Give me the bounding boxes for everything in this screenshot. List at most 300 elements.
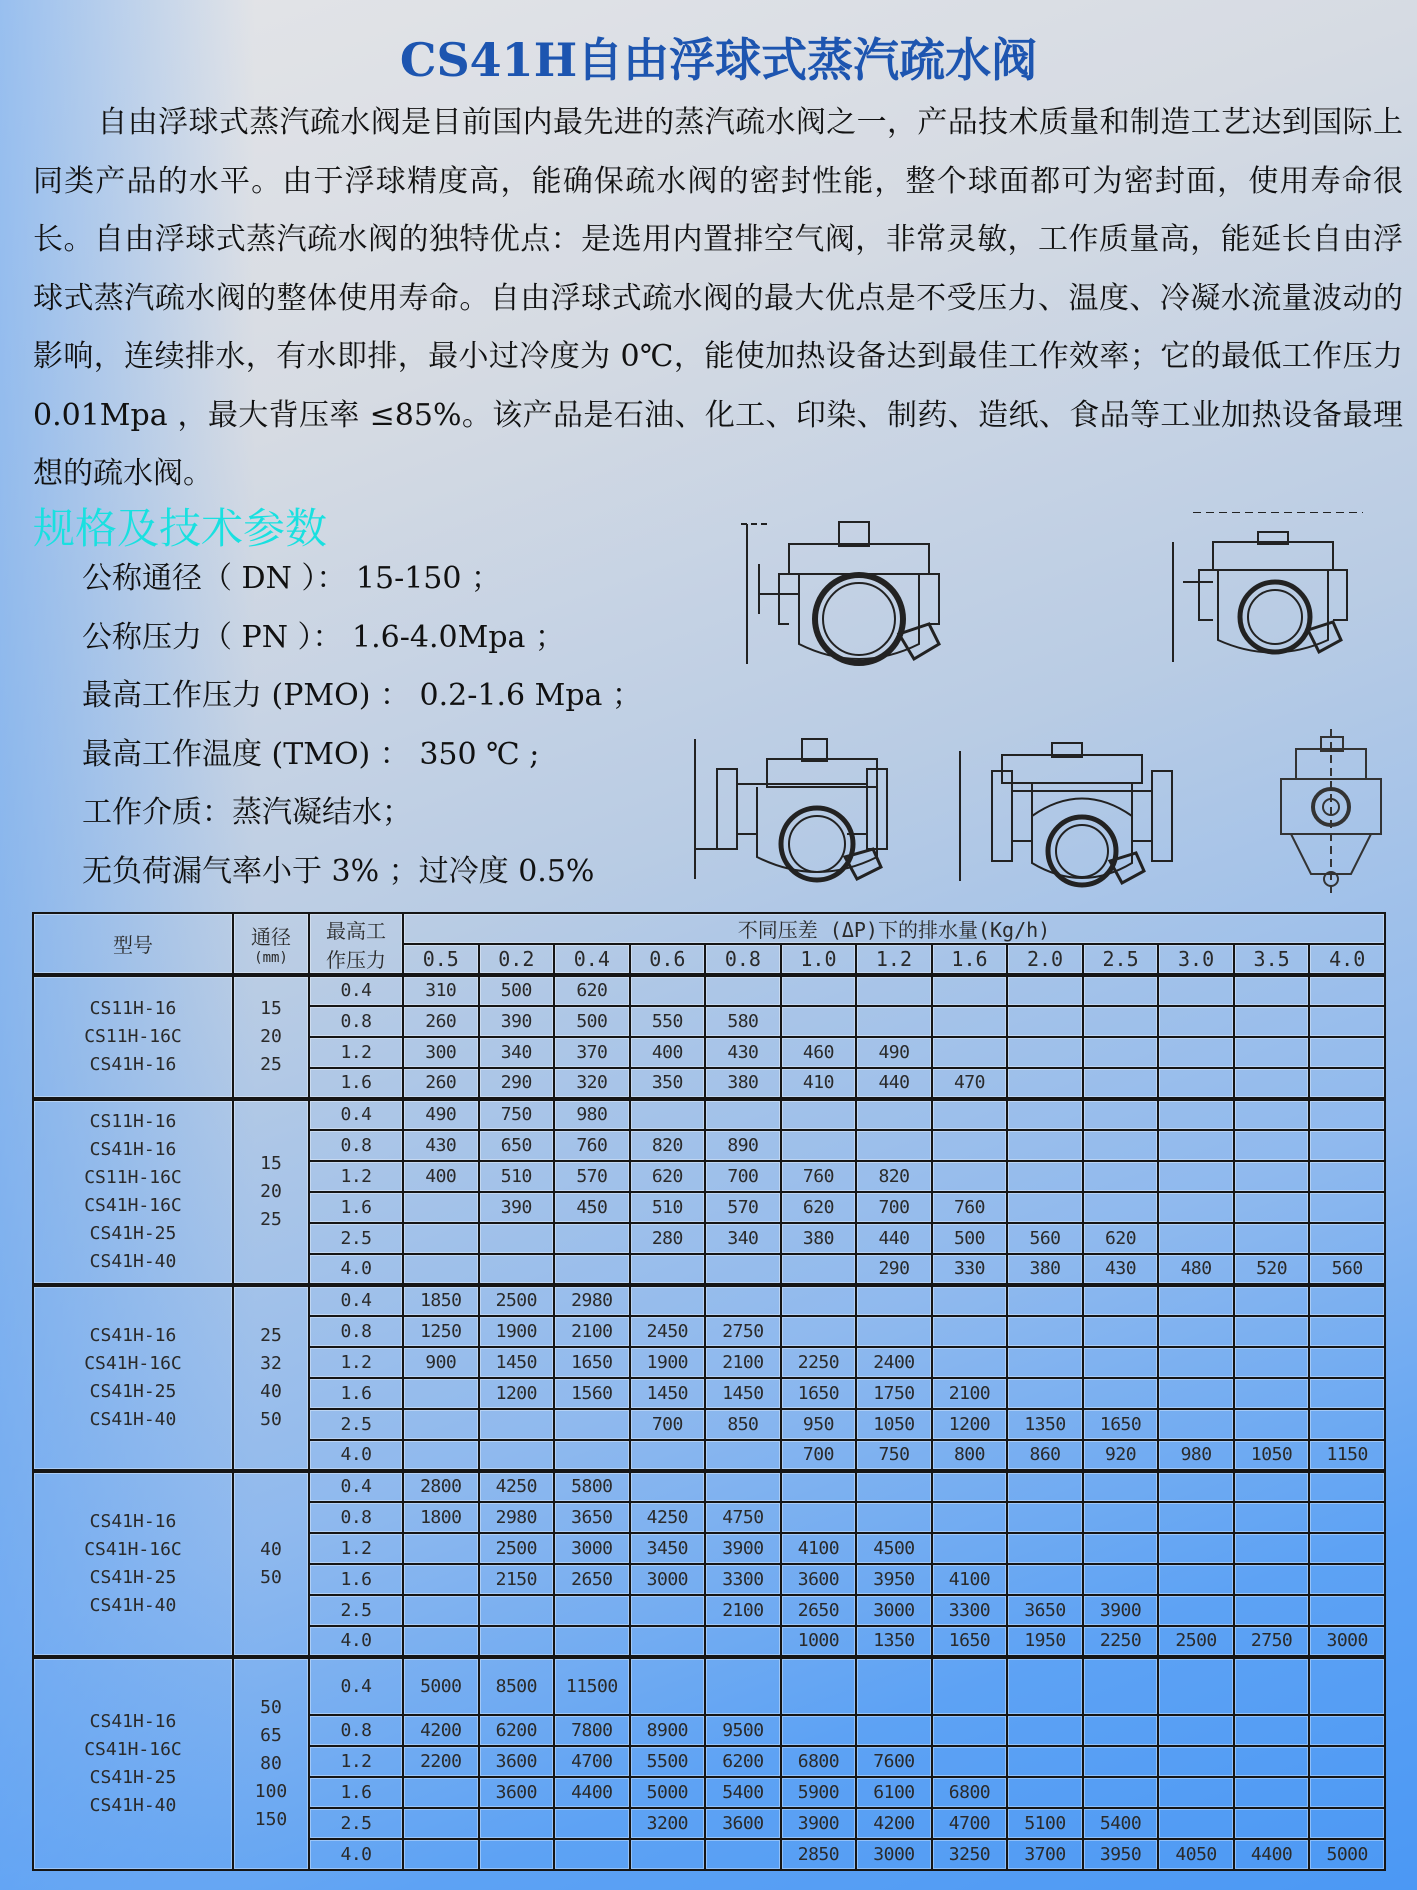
pmo-cell: 0.4: [309, 1285, 403, 1316]
capacity-cell: [1158, 1533, 1234, 1564]
capacity-cell: 1200: [932, 1409, 1008, 1440]
capacity-cell: [1234, 1409, 1310, 1440]
capacity-cell: [856, 1285, 932, 1316]
model-name: CS41H-16C: [84, 1739, 182, 1760]
capacity-cell: 2750: [705, 1316, 781, 1347]
capacity-cell: [554, 1595, 630, 1626]
capacity-cell: 400: [630, 1037, 706, 1068]
capacity-cell: [403, 1192, 479, 1223]
pmo-cell: 1.2: [309, 1533, 403, 1564]
capacity-cell: [1234, 1715, 1310, 1746]
pmo-cell: 4.0: [309, 1839, 403, 1870]
capacity-cell: 950: [781, 1409, 857, 1440]
capacity-cell: 510: [479, 1161, 555, 1192]
capacity-cell: 400: [403, 1161, 479, 1192]
capacity-cell: 4500: [856, 1533, 932, 1564]
capacity-cell: 4100: [932, 1564, 1008, 1595]
capacity-cell: [1234, 1099, 1310, 1130]
capacity-cell: [856, 1502, 932, 1533]
dn-value: 80: [260, 1753, 282, 1774]
capacity-cell: 5900: [781, 1777, 857, 1808]
capacity-cell: [932, 1471, 1008, 1502]
capacity-cell: 4700: [554, 1746, 630, 1777]
model-name: CS41H-40: [89, 1595, 177, 1616]
capacity-cell: 1050: [856, 1409, 932, 1440]
capacity-cell: [1234, 1285, 1310, 1316]
capacity-cell: 3250: [932, 1839, 1008, 1870]
capacity-cell: [1007, 1347, 1083, 1378]
table-row: [33, 1657, 1385, 1715]
capacity-cell: 380: [781, 1223, 857, 1254]
capacity-cell: [1007, 1657, 1083, 1715]
capacity-cell: [856, 1715, 932, 1746]
capacity-cell: 4400: [554, 1777, 630, 1808]
capacity-cell: 7600: [856, 1746, 932, 1777]
capacity-cell: 700: [781, 1440, 857, 1471]
capacity-cell: [1083, 1192, 1159, 1223]
capacity-cell: [1309, 1595, 1385, 1626]
capacity-cell: [403, 1409, 479, 1440]
capacity-cell: 2100: [932, 1378, 1008, 1409]
capacity-cell: [705, 1471, 781, 1502]
model-name: CS41H-16: [89, 1325, 177, 1346]
pmo-cell: 2.5: [309, 1808, 403, 1839]
capacity-cell: 290: [856, 1254, 932, 1285]
table-row: [33, 975, 1385, 1006]
capacity-cell: [705, 1839, 781, 1870]
capacity-cell: 750: [479, 1099, 555, 1130]
capacity-cell: 860: [1007, 1440, 1083, 1471]
pmo-cell: 1.6: [309, 1068, 403, 1099]
capacity-cell: [1309, 1746, 1385, 1777]
capacity-cell: [403, 1564, 479, 1595]
capacity-cell: [856, 1316, 932, 1347]
capacity-cell: 1950: [1007, 1626, 1083, 1657]
header-pmo-line1: 最高工: [326, 918, 386, 943]
capacity-cell: 3600: [705, 1808, 781, 1839]
capacity-cell: [554, 1839, 630, 1870]
capacity-cell: [932, 1502, 1008, 1533]
model-name: CS41H-16: [89, 1054, 177, 1075]
capacity-cell: [1083, 1037, 1159, 1068]
header-dp-2: 0.4: [554, 944, 630, 975]
capacity-cell: [856, 1130, 932, 1161]
header-dp: 不同压差 (ΔP)下的排水量(Kg/h): [403, 913, 1385, 944]
header-dn: [233, 913, 309, 975]
capacity-cell: [1234, 1502, 1310, 1533]
capacity-cell: [1083, 1068, 1159, 1099]
model-name: CS11H-16C: [84, 1026, 182, 1047]
capacity-cell: 850: [705, 1409, 781, 1440]
capacity-cell: [479, 1440, 555, 1471]
capacity-cell: [1158, 1099, 1234, 1130]
capacity-cell: 260: [403, 1006, 479, 1037]
capacity-cell: 470: [932, 1068, 1008, 1099]
capacity-cell: [1158, 1502, 1234, 1533]
capacity-cell: [1158, 1347, 1234, 1378]
capacity-cell: 4050: [1158, 1839, 1234, 1870]
capacity-cell: 6800: [781, 1746, 857, 1777]
capacity-cell: 700: [630, 1409, 706, 1440]
capacity-cell: [705, 1254, 781, 1285]
capacity-cell: [1309, 1037, 1385, 1068]
capacity-cell: 11500: [554, 1657, 630, 1715]
capacity-cell: [1158, 1037, 1234, 1068]
capacity-cell: 310: [403, 975, 479, 1006]
header-dp-5: 1.0: [781, 944, 857, 975]
model-name: CS41H-40: [89, 1251, 177, 1272]
spec-pmo: 最高工作压力 (PMO) ： 0.2-1.6 Mpa ；: [82, 678, 642, 713]
capacity-cell: [479, 1839, 555, 1870]
capacity-cell: [479, 1254, 555, 1285]
capacity-cell: [1007, 1564, 1083, 1595]
capacity-cell: 1450: [479, 1347, 555, 1378]
model-cell: [33, 1471, 233, 1657]
capacity-cell: 570: [705, 1192, 781, 1223]
capacity-cell: [1309, 1161, 1385, 1192]
capacity-cell: [554, 1440, 630, 1471]
capacity-cell: 4100: [781, 1533, 857, 1564]
dn-cell: [233, 975, 309, 1099]
capacity-cell: 3650: [1007, 1595, 1083, 1626]
capacity-cell: 3900: [1083, 1595, 1159, 1626]
capacity-cell: [1083, 1746, 1159, 1777]
valve-drawing-4: [952, 741, 1194, 899]
capacity-cell: [1309, 1502, 1385, 1533]
capacity-cell: 440: [856, 1223, 932, 1254]
capacity-cell: [1007, 1316, 1083, 1347]
valve-drawing-5: [1271, 729, 1393, 899]
capacity-cell: 4250: [479, 1471, 555, 1502]
capacity-cell: 2150: [479, 1564, 555, 1595]
capacity-cell: [1083, 1533, 1159, 1564]
capacity-cell: [781, 1130, 857, 1161]
capacity-cell: [1007, 1378, 1083, 1409]
pmo-cell: 4.0: [309, 1440, 403, 1471]
capacity-cell: 450: [554, 1192, 630, 1223]
dn-value: 65: [260, 1725, 282, 1746]
capacity-cell: [1309, 1006, 1385, 1037]
capacity-cell: [705, 1657, 781, 1715]
capacity-cell: 1560: [554, 1378, 630, 1409]
capacity-cell: [1083, 1777, 1159, 1808]
capacity-cell: [630, 1099, 706, 1130]
capacity-cell: [932, 1316, 1008, 1347]
capacity-cell: [1158, 1777, 1234, 1808]
capacity-cell: [1158, 1223, 1234, 1254]
capacity-cell: [403, 1223, 479, 1254]
dn-cell: [233, 1657, 309, 1870]
header-dp-7: 1.6: [932, 944, 1008, 975]
capacity-cell: 2400: [856, 1347, 932, 1378]
capacity-cell: [1083, 975, 1159, 1006]
capacity-cell: 1450: [705, 1378, 781, 1409]
capacity-cell: [705, 1285, 781, 1316]
header-dp-0: 0.5: [403, 944, 479, 975]
capacity-cell: 1650: [554, 1347, 630, 1378]
pmo-cell: 0.4: [309, 1099, 403, 1130]
capacity-cell: [1234, 1657, 1310, 1715]
capacity-cell: [1234, 1130, 1310, 1161]
pmo-cell: 0.8: [309, 1502, 403, 1533]
capacity-cell: [1309, 1347, 1385, 1378]
capacity-cell: 2100: [705, 1595, 781, 1626]
header-dp-3: 0.6: [630, 944, 706, 975]
capacity-cell: 5500: [630, 1746, 706, 1777]
capacity-cell: 3900: [705, 1533, 781, 1564]
dn-value: 50: [260, 1697, 282, 1718]
capacity-cell: [403, 1378, 479, 1409]
capacity-cell: 9500: [705, 1715, 781, 1746]
capacity-cell: 1900: [479, 1316, 555, 1347]
capacity-cell: 3000: [856, 1595, 932, 1626]
model-name: CS41H-25: [89, 1567, 177, 1588]
model-name: CS41H-40: [89, 1795, 177, 1816]
capacity-cell: [403, 1440, 479, 1471]
intro-text: 自由浮球式蒸汽疏水阀是目前国内最先进的蒸汽疏水阀之一，产品技术质量和制造工艺达到国际上同类产品的水平。由于浮球精度高，能确保疏水阀的密封性能，整个球面都可为密封面，使用寿命很长。自由浮球式蒸汽疏水阀的独特优点：是选用内置排空气阀，非常灵敏，工作质量高，能延长自由浮球式蒸汽疏水阀的整体使用寿命。自由浮球式疏水阀的最大优点是不受压力、温度、冷凝水流量波动的影响，连续排水，有水即排，最小过冷度为 0℃，能使加热设备达到最佳工作效率；它的最低工作压力 0.01Mpa ，最大背压率 ≤85%。该产品是石油、化工、印染、制药、造纸、食品等工业加热设备最理想的疏水阀。: [33, 105, 1403, 491]
capacity-cell: 1350: [1007, 1409, 1083, 1440]
spec-leak: 无负荷漏气率小于 3% ；过冷度 0.5%: [82, 853, 595, 889]
capacity-cell: [1083, 1285, 1159, 1316]
capacity-cell: 4250: [630, 1502, 706, 1533]
capacity-cell: 2850: [781, 1839, 857, 1870]
capacity-cell: 300: [403, 1037, 479, 1068]
capacity-cell: 3450: [630, 1533, 706, 1564]
capacity-cell: [1234, 1068, 1310, 1099]
capacity-cell: [403, 1533, 479, 1564]
capacity-cell: [630, 1471, 706, 1502]
capacity-cell: 760: [932, 1192, 1008, 1223]
capacity-cell: [1007, 1068, 1083, 1099]
pmo-cell: 1.2: [309, 1037, 403, 1068]
capacity-cell: 700: [705, 1161, 781, 1192]
capacity-cell: [856, 975, 932, 1006]
capacity-cell: 750: [856, 1440, 932, 1471]
capacity-cell: 2500: [1158, 1626, 1234, 1657]
capacity-cell: [1007, 1130, 1083, 1161]
dn-value: 40: [260, 1381, 282, 1402]
capacity-cell: [1007, 1192, 1083, 1223]
capacity-cell: 4750: [705, 1502, 781, 1533]
capacity-cell: 2650: [781, 1595, 857, 1626]
capacity-cell: [479, 1595, 555, 1626]
capacity-cell: [403, 1254, 479, 1285]
capacity-cell: 5000: [630, 1777, 706, 1808]
capacity-cell: 980: [1158, 1440, 1234, 1471]
dn-value: 32: [260, 1353, 282, 1374]
capacity-table: [32, 912, 1386, 1871]
model-name: CS41H-16: [89, 1711, 177, 1732]
capacity-cell: 430: [403, 1130, 479, 1161]
model-name: CS41H-25: [89, 1381, 177, 1402]
capacity-cell: 1650: [1083, 1409, 1159, 1440]
capacity-cell: 520: [1234, 1254, 1310, 1285]
capacity-cell: 3000: [1309, 1626, 1385, 1657]
capacity-cell: 5400: [1083, 1808, 1159, 1839]
model-name: CS41H-16C: [84, 1195, 182, 1216]
capacity-cell: 570: [554, 1161, 630, 1192]
capacity-cell: [1083, 1715, 1159, 1746]
capacity-cell: [1083, 1130, 1159, 1161]
capacity-cell: 500: [554, 1006, 630, 1037]
dn-value: 25: [260, 1054, 282, 1075]
dn-cell: [233, 1099, 309, 1285]
capacity-cell: 1150: [1309, 1440, 1385, 1471]
capacity-cell: [932, 1746, 1008, 1777]
capacity-cell: 1250: [403, 1316, 479, 1347]
capacity-cell: [1309, 1192, 1385, 1223]
capacity-cell: [781, 1715, 857, 1746]
capacity-cell: [630, 1595, 706, 1626]
pmo-cell: 1.2: [309, 1347, 403, 1378]
pmo-cell: 0.8: [309, 1316, 403, 1347]
capacity-cell: [1007, 1715, 1083, 1746]
model-name: CS11H-16: [89, 998, 177, 1019]
capacity-cell: [1234, 1595, 1310, 1626]
header-pmo: [309, 913, 403, 975]
capacity-cell: 2980: [554, 1285, 630, 1316]
capacity-cell: [630, 975, 706, 1006]
capacity-cell: 260: [403, 1068, 479, 1099]
capacity-cell: [1234, 1777, 1310, 1808]
model-cell: [33, 1657, 233, 1870]
capacity-cell: [1309, 1471, 1385, 1502]
capacity-cell: [1158, 1409, 1234, 1440]
capacity-cell: 280: [630, 1223, 706, 1254]
page-title: CS41H自由浮球式蒸汽疏水阀: [399, 33, 1038, 87]
capacity-cell: [1007, 1502, 1083, 1533]
capacity-cell: 4200: [856, 1808, 932, 1839]
capacity-cell: [1158, 1192, 1234, 1223]
pmo-cell: 1.2: [309, 1161, 403, 1192]
dn-value: 15: [260, 998, 282, 1019]
capacity-cell: 2100: [705, 1347, 781, 1378]
capacity-cell: 410: [781, 1068, 857, 1099]
header-pmo-line2: 作压力: [326, 947, 386, 972]
capacity-cell: [1309, 1715, 1385, 1746]
header-dn-label: 通径: [251, 925, 291, 949]
capacity-cell: [1158, 1471, 1234, 1502]
dn-value: 50: [260, 1567, 282, 1588]
capacity-cell: [1234, 1223, 1310, 1254]
model-cell: [33, 1099, 233, 1285]
dn-value: 100: [254, 1781, 288, 1802]
capacity-cell: 2800: [403, 1471, 479, 1502]
capacity-cell: 6200: [705, 1746, 781, 1777]
capacity-cell: [1234, 1192, 1310, 1223]
header-model: 型号: [33, 913, 233, 975]
model-name: CS11H-16: [89, 1111, 177, 1132]
capacity-cell: 1850: [403, 1285, 479, 1316]
pmo-cell: 1.6: [309, 1564, 403, 1595]
capacity-cell: [705, 1440, 781, 1471]
capacity-cell: [1234, 1347, 1310, 1378]
model-name: CS11H-16C: [84, 1167, 182, 1188]
capacity-cell: 1650: [781, 1378, 857, 1409]
capacity-cell: 760: [781, 1161, 857, 1192]
capacity-cell: 8900: [630, 1715, 706, 1746]
capacity-cell: [1309, 1223, 1385, 1254]
pmo-cell: 1.6: [309, 1192, 403, 1223]
pmo-cell: 1.6: [309, 1378, 403, 1409]
capacity-cell: 3950: [856, 1564, 932, 1595]
pmo-cell: 4.0: [309, 1254, 403, 1285]
capacity-cell: [781, 975, 857, 1006]
capacity-cell: [554, 1626, 630, 1657]
capacity-cell: 8500: [479, 1657, 555, 1715]
capacity-cell: [1007, 1533, 1083, 1564]
capacity-cell: 1000: [781, 1626, 857, 1657]
capacity-cell: [1007, 975, 1083, 1006]
capacity-cell: [932, 1533, 1008, 1564]
capacity-cell: 2650: [554, 1564, 630, 1595]
model-name: CS41H-40: [89, 1409, 177, 1430]
capacity-cell: 3950: [1083, 1839, 1159, 1870]
capacity-cell: 380: [705, 1068, 781, 1099]
capacity-cell: [1083, 1161, 1159, 1192]
capacity-cell: 490: [856, 1037, 932, 1068]
capacity-cell: [1007, 1285, 1083, 1316]
pmo-cell: 0.8: [309, 1130, 403, 1161]
capacity-cell: 1900: [630, 1347, 706, 1378]
capacity-cell: [1158, 1285, 1234, 1316]
capacity-cell: [1309, 1808, 1385, 1839]
capacity-cell: [1234, 1746, 1310, 1777]
capacity-cell: [781, 1316, 857, 1347]
capacity-cell: 800: [932, 1440, 1008, 1471]
capacity-cell: [1309, 1409, 1385, 1440]
capacity-cell: [1309, 1657, 1385, 1715]
capacity-cell: 1350: [856, 1626, 932, 1657]
table-row: [33, 1099, 1385, 1130]
model-name: CS41H-16: [89, 1139, 177, 1160]
capacity-cell: 5800: [554, 1471, 630, 1502]
capacity-cell: 5100: [1007, 1808, 1083, 1839]
capacity-cell: [403, 1777, 479, 1808]
capacity-cell: 340: [479, 1037, 555, 1068]
pmo-cell: 0.8: [309, 1715, 403, 1746]
capacity-cell: [781, 1285, 857, 1316]
capacity-cell: 6800: [932, 1777, 1008, 1808]
capacity-cell: [1083, 1471, 1159, 1502]
capacity-cell: [554, 1254, 630, 1285]
capacity-cell: 320: [554, 1068, 630, 1099]
capacity-cell: 5000: [403, 1657, 479, 1715]
capacity-cell: [1234, 1161, 1310, 1192]
capacity-cell: 820: [856, 1161, 932, 1192]
capacity-cell: 1800: [403, 1502, 479, 1533]
capacity-cell: 5400: [705, 1777, 781, 1808]
capacity-cell: [781, 1099, 857, 1130]
capacity-cell: [1158, 975, 1234, 1006]
header-dp-11: 3.5: [1234, 944, 1310, 975]
capacity-cell: 980: [554, 1099, 630, 1130]
dn-value: 25: [260, 1325, 282, 1346]
table-row: [33, 1471, 1385, 1502]
capacity-cell: 3600: [479, 1746, 555, 1777]
capacity-cell: 380: [1007, 1254, 1083, 1285]
capacity-cell: 2250: [781, 1347, 857, 1378]
pmo-cell: 0.4: [309, 975, 403, 1006]
capacity-cell: [630, 1839, 706, 1870]
pmo-cell: 4.0: [309, 1626, 403, 1657]
capacity-cell: 2750: [1234, 1626, 1310, 1657]
dn-value: 25: [260, 1209, 282, 1230]
capacity-cell: 1650: [932, 1626, 1008, 1657]
spec-heading: 规格及技术参数: [33, 504, 328, 553]
capacity-cell: 390: [479, 1192, 555, 1223]
capacity-cell: [1158, 1808, 1234, 1839]
